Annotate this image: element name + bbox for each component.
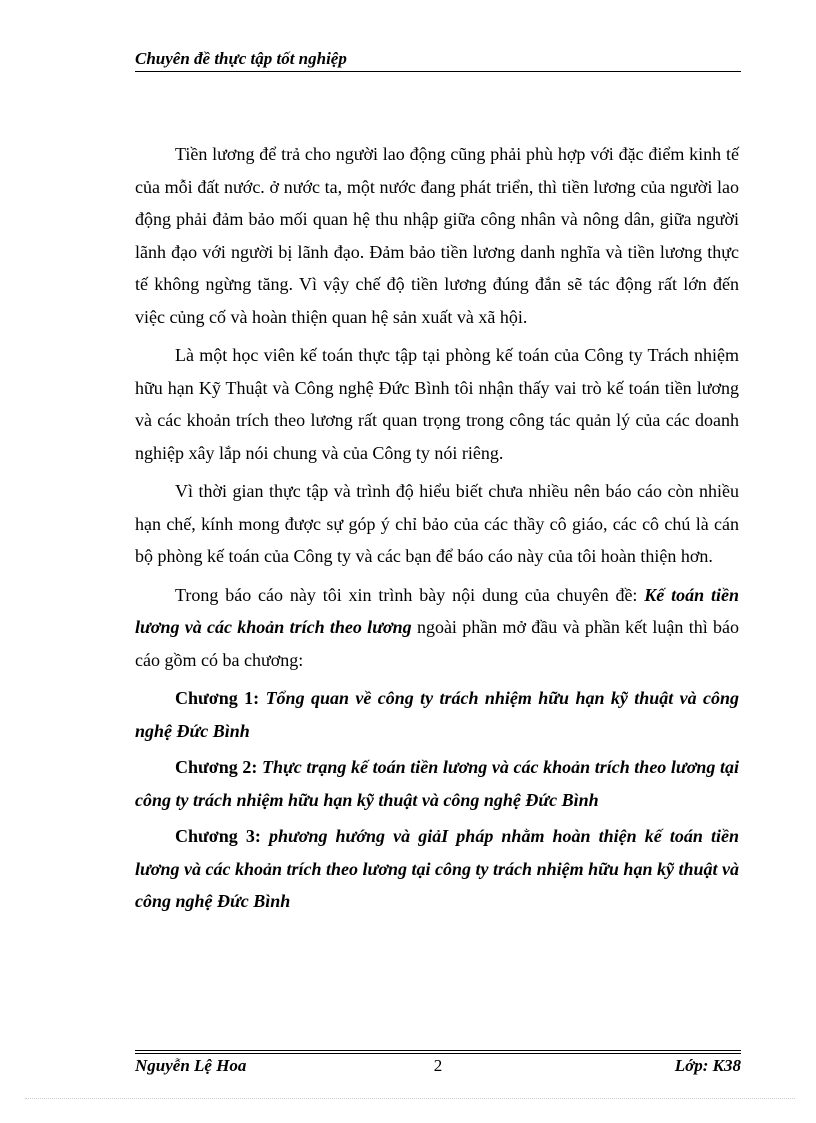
chapter-2-title: Thực trạng kế toán tiền lương và các khoản trích theo lương tại công ty trách nhiệm hữu hạn kỹ thuật và công nghệ Đức Bình: [135, 757, 739, 810]
chapter-1: [135, 682, 739, 747]
chapter-1-label: Chương 1:: [175, 688, 266, 708]
footer-divider-bottom: [135, 1053, 741, 1054]
document-body: [135, 138, 739, 922]
paragraph-4-rest: ngoài phần mở đầu và phần kết luận thì báo cáo gồm có ba chương:: [135, 617, 739, 670]
chapter-2-label: Chương 2:: [175, 757, 262, 777]
paragraph-4: [135, 579, 739, 677]
report-topic: Kế toán tiền lương và các khoản trích theo lương: [135, 584, 740, 637]
chapter-3: [135, 820, 739, 918]
chapter-1-title: Tổng quan về công ty trách nhiệm hữu hạn kỹ thuật và công nghệ Đức Bình: [135, 688, 739, 741]
page-footer: [135, 1055, 741, 1077]
paragraph-4-intro: Trong báo cáo này tôi xin trình bày nội dung của chuyên đề:: [175, 584, 645, 605]
header-divider: [135, 71, 741, 72]
page-bottom-dotted-line: [25, 1098, 795, 1099]
paragraph-2: Là một học viên kế toán thực tập tại phòng kế toán của Công ty Trách nhiệm hữu hạn Kỹ Thuật và Công nghệ Đức Bình tôi nhận thấy vai trò kế toán tiền lương và các khoản trích theo lương rất quan trọng trong công tác quản lý của các doanh nghiệp xây lắp nói chung và của Công ty nói riêng.: [135, 345, 739, 463]
chapter-3-label: Chương 3:: [175, 826, 269, 846]
page-number: 2: [433, 1056, 443, 1075]
footer-class-label: Lớp: K38: [674, 1056, 741, 1075]
paragraph-3: Vì thời gian thực tập và trình độ hiểu biết chưa nhiều nên báo cáo còn nhiều hạn chế, kính mong được sự góp ý chỉ bảo của các thầy cô giáo, các cô chú là cán bộ phòng kế toán của Công ty và các bạn để báo cáo này của tôi hoàn thiện hơn.: [135, 481, 739, 566]
paragraph-1: Tiền lương để trả cho người lao động cũng phải phù hợp với đặc điểm kinh tế của mỗi đất nước. ở nước ta, một nước đang phát triển, thì tiền lương của người lao động phải đảm bảo mối quan hệ thu nhập giữa công nhân và nông dân, giữa người lãnh đạo với người bị lãnh đạo. Đảm bảo tiền lương danh nghĩa và tiền lương thực tế không ngừng tăng. Vì vậy chế độ tiền lương đúng đắn sẽ tác động rất lớn đến việc củng cố và hoàn thiện quan hệ sản xuất và xã hội.: [135, 144, 739, 327]
page-header-title: Chuyên đề thực tập tốt nghiệp: [135, 49, 347, 68]
chapter-2: [135, 751, 739, 816]
chapter-3-title: phương hướng và giảI pháp nhằm hoàn thiện kế toán tiền lương và các khoản trích theo lương tại công ty trách nhiệm hữu hạn kỹ thuật và công nghệ Đức Bình: [135, 826, 739, 911]
footer-author: Nguyễn Lệ Hoa: [135, 1056, 247, 1075]
footer-divider-top: [135, 1050, 741, 1051]
